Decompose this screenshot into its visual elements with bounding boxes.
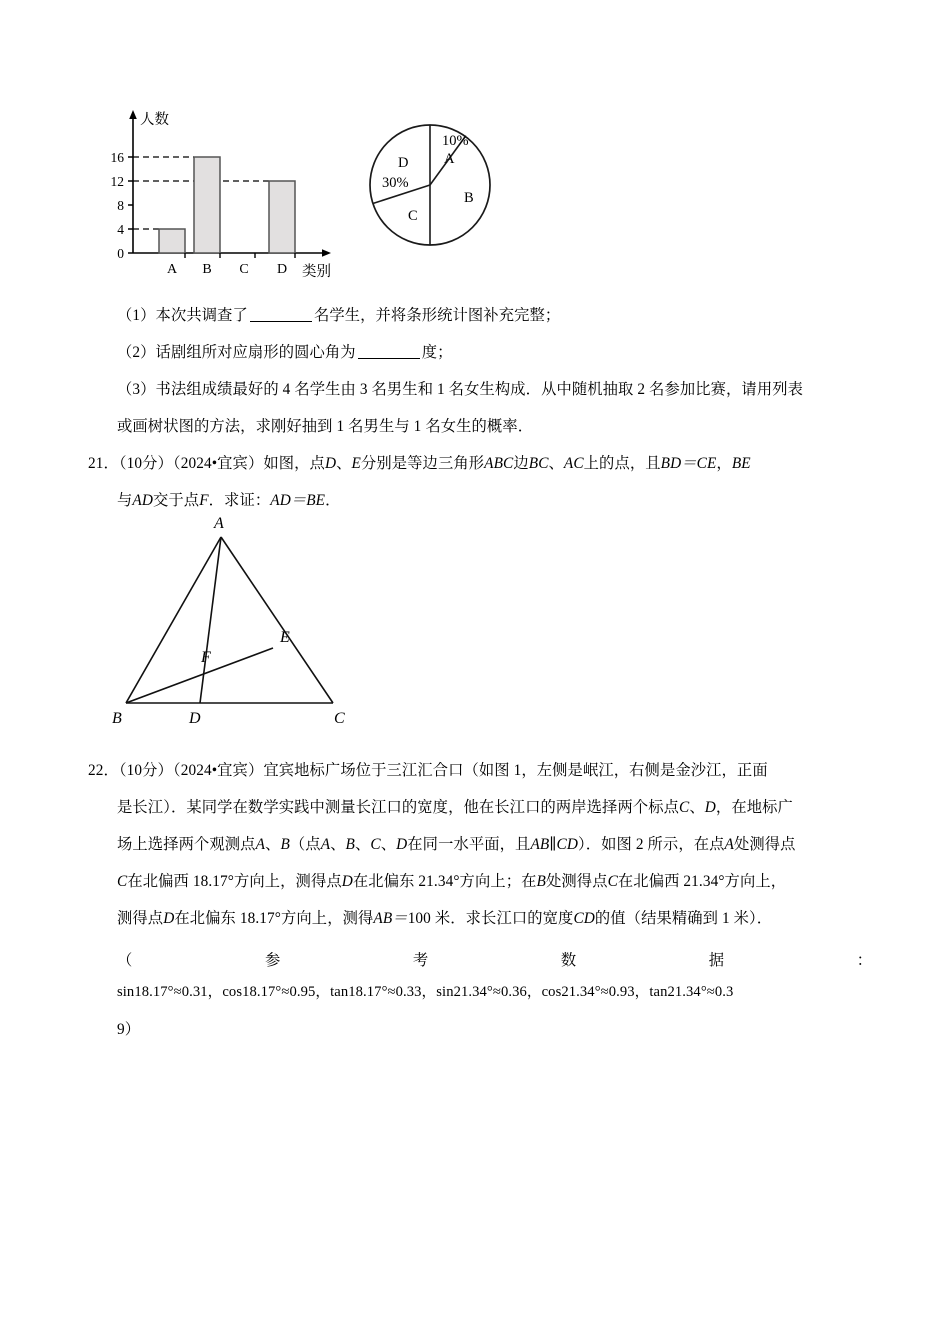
q21-line2 <box>117 493 341 508</box>
triangle-outline <box>126 537 333 703</box>
q22-pt-a3: A <box>724 836 734 853</box>
q20-part1-post: 名学生，并将条形统计图补充完整； <box>313 307 561 324</box>
q21-source: （2024•宜宾） <box>172 455 264 472</box>
q22-line5-c: 在北偏东 18.17°方向上，测得 <box>174 910 374 927</box>
ref-header-char-1: 参 <box>264 952 281 969</box>
q22-pt-c2: C <box>370 836 381 853</box>
q22-sep-1: 、 <box>689 799 705 816</box>
bar-x-tick-d: D <box>276 262 288 277</box>
q22-parallel-ab-cd: AB∥CD <box>530 836 578 853</box>
q21-sep-1: 、 <box>336 455 352 472</box>
q22-pt-a2: A <box>320 836 331 853</box>
q21-seg-be: BE <box>731 455 751 472</box>
q22-pt-b3: B <box>536 873 546 890</box>
q21-line1 <box>88 456 751 471</box>
q22-pt-d4: D <box>163 910 175 927</box>
q21-line1-g: 边 <box>513 455 529 472</box>
triangle-svg <box>90 508 440 740</box>
q22-line4-d: 在北偏东 21.34°方向上；在 <box>352 873 537 890</box>
q22-obs-b: B <box>280 836 290 853</box>
pie-label-a-percent: 10% <box>442 133 469 149</box>
q22-pt-c3: C <box>117 873 128 890</box>
bar-x-tick-c: C <box>239 262 249 277</box>
ref-header-char-3: 数 <box>560 952 577 969</box>
q22-line5-e: 100 米．求长江口的宽度 <box>407 910 574 927</box>
segment-ad <box>200 537 221 703</box>
pie-label-a: A <box>444 151 455 167</box>
q21-eq-ad-be: AD＝BE <box>270 492 326 509</box>
q22-line3-a: 场上选择两个观测点 <box>117 836 256 853</box>
q21-point-f: F <box>199 492 209 509</box>
q22-seg-ab-eq: AB＝ <box>373 910 408 927</box>
q22-line2-e: ，在地标广 <box>715 799 793 816</box>
q22-pt-c4: C <box>607 873 618 890</box>
bar-x-tick-a: A <box>166 262 178 277</box>
q20-part3-line2: 或画树状图的方法，求刚好抽到 1 名男生与 1 名女生的概率． <box>117 418 534 435</box>
q20-part2 <box>117 345 453 360</box>
q20-part1-blank[interactable] <box>250 321 312 322</box>
pie-label-d: D <box>398 155 409 171</box>
bar-y-axis-label: 人数 <box>140 112 169 128</box>
statistics-svg <box>105 100 525 290</box>
q22-reference-values: sin18.17°≈0.31，cos18.17°≈0.95，tan18.17°≈0.33，sin21.34°≈0.36，cos21.34°≈0.93，tan21.34°≈0.3 <box>117 984 734 1000</box>
q22-line4 <box>117 874 786 889</box>
q21-point-e: E <box>351 455 361 472</box>
q20-part2-pre: （2）话剧组所对应扇形的圆心角为 <box>117 344 356 361</box>
bar-y-tick-12: 12 <box>110 174 124 189</box>
pie-label-b: B <box>464 190 474 206</box>
ref-header-char-4: 据 <box>708 952 725 969</box>
segment-be <box>126 648 273 703</box>
q22-source: （2024•宜宾） <box>172 762 264 779</box>
triangle-label-c: C <box>334 710 345 727</box>
q20-part1 <box>117 308 560 323</box>
q22-reference-tail: 9） <box>117 1021 141 1038</box>
q22-line3-e: （点 <box>289 836 321 853</box>
q22-reference-header <box>117 948 872 970</box>
q22-pt-d3: D <box>341 873 353 890</box>
q22-score: （10分） <box>118 762 173 779</box>
q22-sep-3: 、 <box>330 836 346 853</box>
q21-triangle-abc: ABC <box>484 455 514 472</box>
q22-line5-a: 测得点 <box>117 910 164 927</box>
bar-chart <box>111 110 332 280</box>
q22-line5 <box>117 911 772 926</box>
q21-side-bc: BC <box>528 455 549 472</box>
q22-line3 <box>117 837 796 852</box>
triangle-label-e: E <box>280 629 290 646</box>
bar-category-d <box>269 181 295 253</box>
ref-header-paren: （ <box>117 952 133 969</box>
q21-triangle-figure <box>90 508 440 740</box>
q21-line1-k: 上的点，且 <box>583 455 661 472</box>
q21-seg-ad: AD <box>132 492 153 509</box>
q22-line4-h: 在北偏西 21.34°方向上， <box>617 873 787 890</box>
q20-part2-blank[interactable] <box>358 358 420 359</box>
q21-line2-c: 交于点 <box>153 492 200 509</box>
q22-obs-a: A <box>255 836 266 853</box>
bar-chart-x-arrow-icon <box>322 249 331 257</box>
q22-line3-o: ）．如图 2 所示，在点 <box>577 836 725 853</box>
q22-line3-q: 处测得点 <box>733 836 796 853</box>
pie-label-d-percent: 30% <box>382 175 409 191</box>
q21-line2-g: ． <box>325 492 341 509</box>
q22-line2-a: 是长江）．某同学在数学实践中测量长江口的宽度，他在长江口的两岸选择两个标点 <box>117 799 680 816</box>
q22-number: 22． <box>88 762 119 779</box>
triangle-label-d: D <box>189 710 201 727</box>
q22-line5-g: 的值（结果精确到 1 米）． <box>594 910 773 927</box>
q22-seg-cd: CD <box>573 910 595 927</box>
q21-sep-2: 、 <box>548 455 564 472</box>
triangle-label-f: F <box>201 649 211 666</box>
bar-chart-y-arrow-icon <box>129 110 137 119</box>
bar-y-tick-4: 4 <box>117 222 124 237</box>
statistics-figures <box>105 100 525 290</box>
q22-line1 <box>88 763 768 778</box>
q21-score: （10分） <box>118 455 173 472</box>
triangle-label-a: A <box>214 515 224 532</box>
q22-point-d: D <box>704 799 716 816</box>
q21-line1-e: 分别是等边三角形 <box>360 455 485 472</box>
q20-part2-post: 度； <box>421 344 453 361</box>
q21-number: 21． <box>88 455 119 472</box>
q21-line2-e: ．求证： <box>208 492 271 509</box>
bar-category-a <box>159 229 185 253</box>
q20-part1-pre: （1）本次共调查了 <box>117 307 248 324</box>
q21-eq-bd-ce: BD＝CE <box>660 455 717 472</box>
q22-line4-f: 处测得点 <box>546 873 608 890</box>
q22-sep-4: 、 <box>355 836 371 853</box>
triangle-label-b: B <box>112 710 122 727</box>
q22-point-c: C <box>679 799 690 816</box>
bar-y-tick-8: 8 <box>117 198 124 213</box>
q21-line1-a: 如图，点 <box>263 455 325 472</box>
ref-header-char-2: 考 <box>412 952 429 969</box>
bar-category-b <box>194 157 220 253</box>
q22-pt-d2: D <box>396 836 408 853</box>
q21-sep-3: ， <box>716 455 732 472</box>
q22-sep-2: 、 <box>265 836 281 853</box>
q22-line4-b: 在北偏西 18.17°方向上，测得点 <box>127 873 342 890</box>
bar-x-axis-label: 类别 <box>302 264 331 280</box>
q21-line2-a: 与 <box>117 492 133 509</box>
q21-point-d: D <box>324 455 337 472</box>
ref-header-colon: ： <box>856 952 872 969</box>
q21-side-ac: AC <box>563 455 584 472</box>
q22-line3-m: 在同一水平面，且 <box>407 836 531 853</box>
bar-y-tick-0: 0 <box>117 246 124 261</box>
q22-line1-text: 宜宾地标广场位于三江汇合口（如图 1，左侧是岷江，右侧是金沙江，正面 <box>263 762 768 779</box>
q20-part3-line1: （3）书法组成绩最好的 4 名学生由 3 名男生和 1 名女生构成．从中随机抽取 2 名参加比赛，请用列表 <box>117 381 804 398</box>
q22-line2 <box>117 800 793 815</box>
pie-chart <box>370 125 490 245</box>
bar-x-tick-b: B <box>202 262 212 277</box>
q22-pt-b2: B <box>345 836 355 853</box>
pie-label-c: C <box>408 208 418 224</box>
bar-y-tick-16: 16 <box>110 150 124 165</box>
q22-sep-5: 、 <box>380 836 397 853</box>
